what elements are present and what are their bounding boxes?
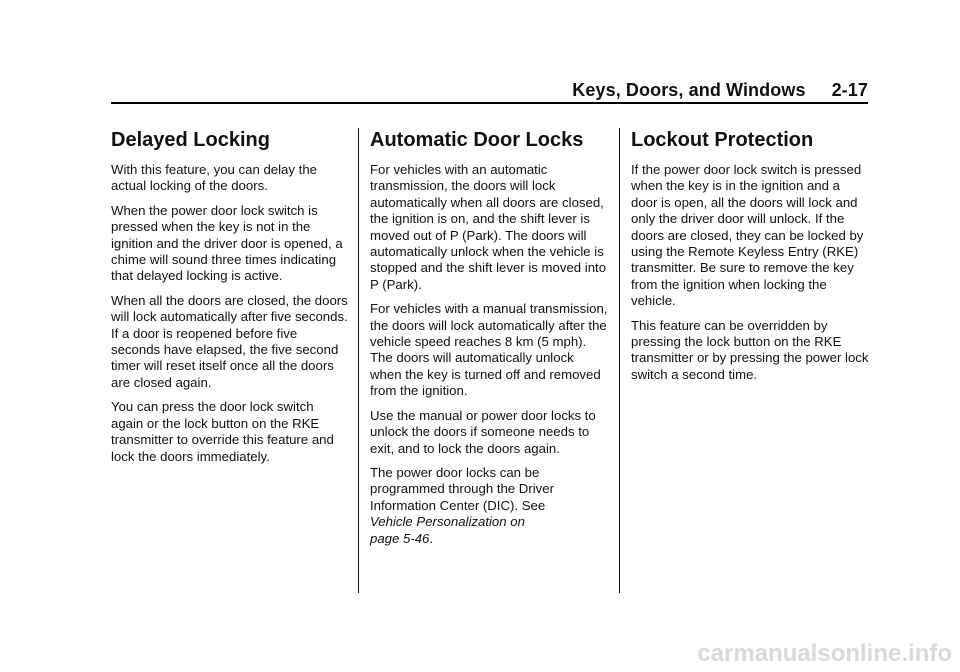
paragraph: When the power door lock switch is pressed when the key is not in the ignition and the driver door is opened, a chime will sound three times indicating that delayed locking is active. (111, 202, 343, 284)
header-rule (111, 102, 868, 104)
automatic-door-locks-section (370, 128, 608, 555)
paragraph: This feature can be overridden by pressing the lock button on the RKE transmitter or by pressing the power lock switch a second time. (631, 317, 869, 382)
cross-reference-page[interactable]: page 5-46 (370, 530, 430, 546)
paragraph: If the power door lock switch is pressed when the key is in the ignition and a door is open, all the doors will lock and only the driver door will unlock. If the doors are closed, they can be locked by using the Remote Keyless Entry (RKE) transmitter. Be sure to remove the key from the ignition when locking the vehicle. (631, 162, 864, 309)
watermark: carmanualsonline.info (697, 640, 952, 667)
paragraph: Use the manual or power door locks to unlock the doors if someone needs to exit, and to lock the doors again. (370, 407, 596, 456)
paragraph: For vehicles with an automatic transmission, the doors will lock automatically when all doors are closed, the ignition is on, and the shift lever is moved out of P (Park). The doors will automatically unlock when the vehicle is stopped and the shift lever is moved into P (Park). (370, 162, 607, 292)
section-heading: Delayed Locking (111, 129, 270, 151)
section-heading: Lockout Protection (631, 129, 814, 151)
page-header (540, 80, 868, 104)
delayed-locking-section (111, 128, 349, 473)
paragraph: When all the doors are closed, the doors will lock automatically after five seconds. If a door is reopened before five seconds have elapsed, the five second timer will reset itself once all the doors are closed again. (111, 292, 348, 390)
cross-reference-link[interactable]: Vehicle Personalization on (370, 514, 525, 530)
page-number: 2-17 (831, 80, 868, 100)
section-heading: Automatic Door Locks (370, 129, 584, 151)
paragraph: You can press the door lock switch again or the lock button on the RKE transmitter to override this feature and lock the doors immediately. (111, 399, 334, 464)
column-divider (358, 128, 359, 593)
section-title: Keys, Doors, and Windows (572, 80, 806, 100)
paragraph: For vehicles with a manual transmission, the doors will lock automatically after the vehicle speed reaches 8 km (5 mph). The doors will automatically unlock when the key is turned off and removed from the ignition. (370, 301, 608, 399)
paragraph: With this feature, you can delay the actual locking of the doors. (111, 162, 317, 194)
column-divider (619, 128, 620, 593)
paragraph-text: The power door locks can be programmed through the Driver Information Center (DIC). See (370, 464, 554, 513)
paragraph-with-reference (370, 465, 608, 547)
lockout-protection-section (631, 128, 869, 391)
reference-period: . (429, 530, 434, 546)
